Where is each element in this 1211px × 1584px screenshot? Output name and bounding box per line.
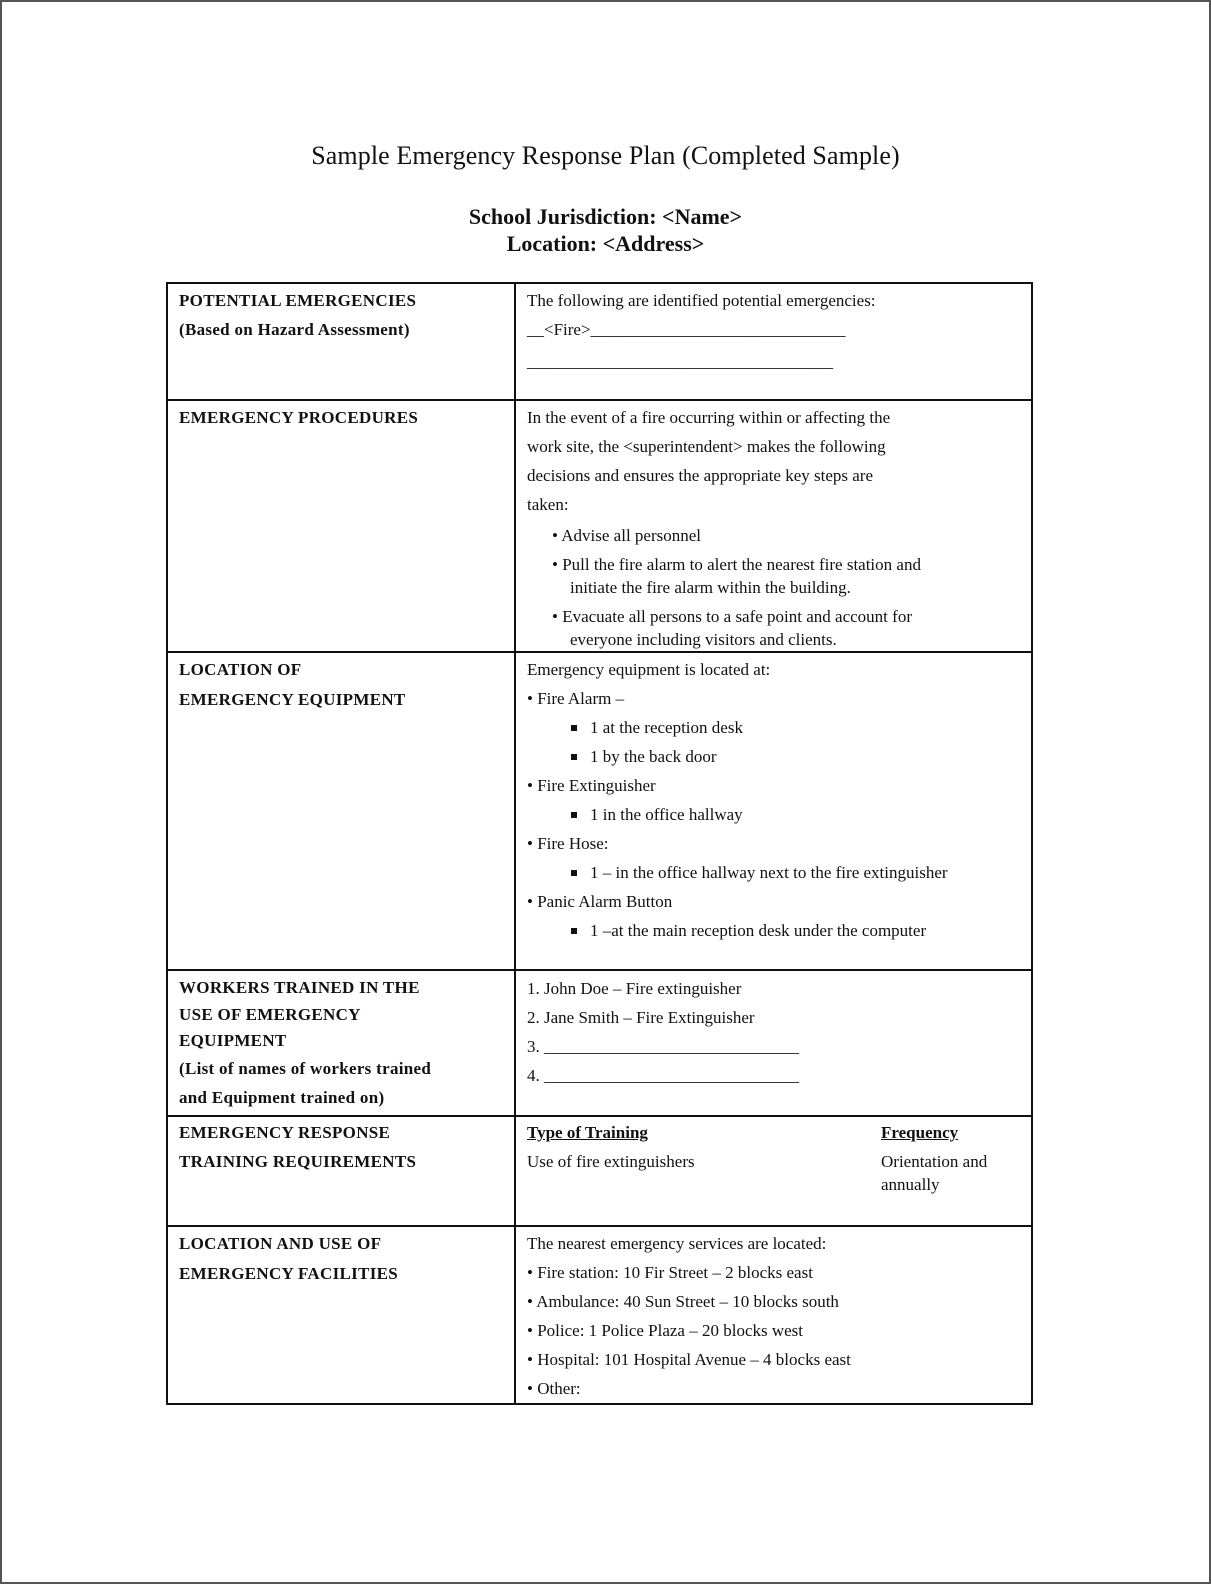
workers-trained-heading-line-2: USE OF EMERGENCY (179, 1005, 361, 1024)
equipment-item: • Fire Alarm – (527, 689, 625, 708)
training-requirements-content (515, 1116, 1032, 1226)
row-potential-emergencies (167, 283, 1032, 400)
procedures-paragraph-line: taken: (527, 495, 569, 514)
equipment-subitem-text: 1 –at the main reception desk under the computer (590, 921, 927, 940)
emergency-procedures-heading: EMERGENCY PROCEDURES (179, 408, 419, 427)
equipment-item: • Fire Hose: (527, 834, 609, 853)
row-workers-trained (167, 970, 1032, 1116)
emergency-equipment-heading-cell (167, 652, 515, 970)
workers-trained-heading-cell (167, 970, 515, 1116)
type-of-training-header: Type of Training (527, 1123, 648, 1142)
row-emergency-equipment (167, 652, 1032, 970)
workers-trained-heading-line-1: WORKERS TRAINED IN THE (179, 978, 420, 997)
emergency-facilities-heading-line-1: LOCATION AND USE OF (179, 1234, 382, 1253)
training-type: Use of fire extinguishers (527, 1152, 695, 1171)
school-jurisdiction: School Jurisdiction: <Name> (468, 204, 743, 229)
equipment-subitem (527, 800, 1031, 829)
equipment-subitem-text: 1 – in the office hallway next to the fire extinguisher (590, 863, 948, 882)
trained-worker: 2. Jane Smith – Fire Extinguisher (527, 1008, 755, 1027)
emergency-facility: • Hospital: 101 Hospital Avenue – 4 blocks east (527, 1350, 851, 1369)
square-bullet-icon (571, 754, 577, 760)
row-training-requirements (167, 1116, 1032, 1226)
emergency-facility: • Other: (527, 1379, 581, 1398)
workers-trained-heading-line-3: EQUIPMENT (179, 1031, 287, 1050)
equipment-subitem (527, 916, 1031, 945)
procedure-step-continued: initiate the fire alarm within the building. (570, 578, 851, 597)
square-bullet-icon (571, 870, 577, 876)
emergency-procedures-content (515, 400, 1032, 652)
procedure-step: • Advise all personnel (552, 526, 702, 545)
emergency-facility: • Ambulance: 40 Sun Street – 10 blocks south (527, 1292, 839, 1311)
emergency-equipment-content (515, 652, 1032, 970)
emergency-procedures-heading-cell (167, 400, 515, 652)
potential-emergencies-heading: POTENTIAL EMERGENCIES (179, 291, 417, 310)
emergency-equipment-heading-line-1: LOCATION OF (179, 660, 302, 679)
emergency-facility: • Fire station: 10 Fir Street – 2 blocks east (527, 1263, 813, 1282)
square-bullet-icon (571, 812, 577, 818)
potential-emergencies-subheading: (Based on Hazard Assessment) (179, 320, 410, 339)
training-requirements-heading-line-2: TRAINING REQUIREMENTS (179, 1152, 417, 1171)
training-table-header (527, 1118, 1031, 1147)
equipment-subitem-text: 1 at the reception desk (590, 718, 743, 737)
emergency-plan-table (166, 282, 1033, 1405)
frequency-header: Frequency (881, 1123, 959, 1142)
training-requirements-heading-cell (167, 1116, 515, 1226)
training-requirements-heading-line-1: EMERGENCY RESPONSE (179, 1123, 391, 1142)
equipment-intro: Emergency equipment is located at: (527, 660, 771, 679)
potential-emergencies-heading-cell (167, 283, 515, 400)
equipment-subitem (527, 742, 1031, 771)
equipment-item: • Fire Extinguisher (527, 776, 656, 795)
emergency-facility: • Police: 1 Police Plaza – 20 blocks west (527, 1321, 804, 1340)
equipment-subitem (527, 713, 1031, 742)
equipment-subitem-text: 1 by the back door (590, 747, 717, 766)
equipment-subitem (527, 858, 1031, 887)
school-location: Location: <Address> (506, 231, 705, 256)
square-bullet-icon (571, 928, 577, 934)
trained-worker: 3. ______________________________ (527, 1037, 799, 1056)
workers-trained-content (515, 970, 1032, 1116)
procedures-paragraph-line: In the event of a fire occurring within or affecting the (527, 408, 891, 427)
potential-emergency-line-2: ____________________________________ (527, 352, 833, 371)
trained-worker: 4. ______________________________ (527, 1066, 799, 1085)
potential-emergencies-intro: The following are identified potential emergencies: (527, 291, 876, 310)
document-title: Sample Emergency Response Plan (Completed Sample) (311, 141, 900, 170)
emergency-facilities-heading-cell (167, 1226, 515, 1404)
potential-emergency-line-1: __<Fire>______________________________ (527, 320, 846, 339)
emergency-facilities-heading-line-2: EMERGENCY FACILITIES (179, 1264, 399, 1283)
procedure-step-continued: everyone including visitors and clients. (570, 630, 837, 649)
procedures-paragraph-line: work site, the <superintendent> makes the following (527, 437, 886, 456)
square-bullet-icon (571, 725, 577, 731)
potential-emergencies-content (515, 283, 1032, 400)
trained-worker: 1. John Doe – Fire extinguisher (527, 979, 742, 998)
training-frequency: Orientation and annually (881, 1152, 988, 1194)
emergency-facilities-content (515, 1226, 1032, 1404)
procedure-step: • Evacuate all persons to a safe point and account for (552, 607, 912, 626)
equipment-subitem-text: 1 in the office hallway (590, 805, 743, 824)
procedures-paragraph-line: decisions and ensures the appropriate key steps are (527, 466, 874, 485)
workers-trained-note-line-1: (List of names of workers trained (179, 1059, 432, 1078)
procedure-step: • Pull the fire alarm to alert the nearest fire station and (552, 555, 921, 574)
equipment-item: • Panic Alarm Button (527, 892, 673, 911)
facilities-intro: The nearest emergency services are located: (527, 1234, 827, 1253)
emergency-equipment-heading-line-2: EMERGENCY EQUIPMENT (179, 690, 406, 709)
row-emergency-facilities (167, 1226, 1032, 1404)
row-emergency-procedures (167, 400, 1032, 652)
training-row (527, 1150, 1031, 1196)
workers-trained-note-line-2: and Equipment trained on) (179, 1088, 385, 1107)
